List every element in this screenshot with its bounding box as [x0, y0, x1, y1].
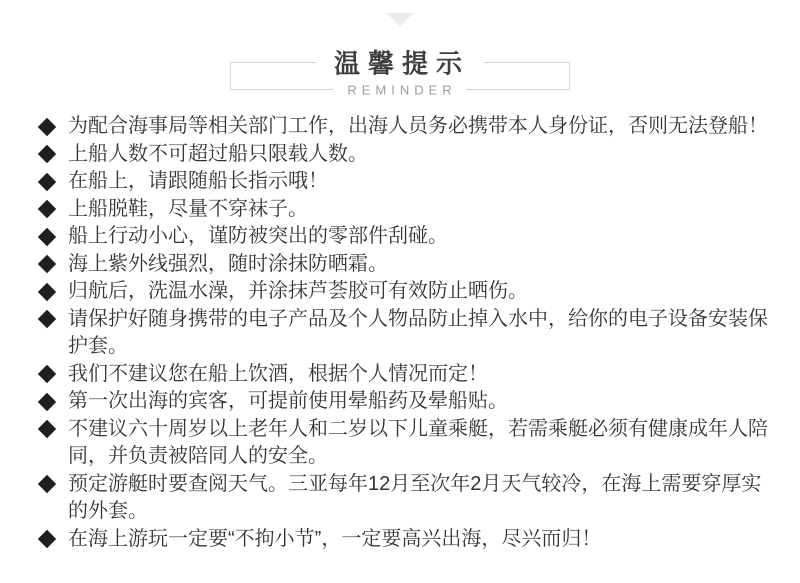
tip-text: 请保护好随身携带的电子产品及个人物品防止掉入水中，给你的电子设备安装保护套。	[68, 307, 768, 357]
tip-text: 上船人数不可超过船只限载人数。	[68, 142, 368, 165]
tip-item	[38, 306, 772, 361]
tip-item	[38, 196, 772, 224]
diamond-bullet-icon	[38, 278, 56, 306]
tip-text: 第一次出海的宾客，可提前使用晕船药及晕船贴。	[68, 390, 508, 412]
diamond-bullet-icon	[38, 526, 56, 554]
tip-item	[38, 361, 772, 389]
tip-text: 预定游艇时要查阅天气。三亚每年12月至次年2月天气较冷，在海上需要穿厚实的外套。	[68, 472, 762, 522]
tip-text: 我们不建议您在船上饮酒，根据个人情况而定！	[68, 362, 488, 385]
tip-text: 为配合海事局等相关部门工作，出海人员务必携带本人身份证，否则无法登船！	[68, 115, 768, 137]
tip-item	[38, 168, 772, 196]
diamond-bullet-icon	[38, 196, 56, 224]
diamond-bullet-icon	[38, 388, 56, 416]
diamond-bullet-icon	[38, 471, 56, 499]
title-decoration-box	[230, 48, 570, 98]
tip-item	[38, 113, 772, 141]
diamond-bullet-icon	[38, 251, 56, 279]
tip-text: 不建议六十周岁以上老年人和二岁以下儿童乘艇，若需乘艇必须有健康成年人陪同，并负责被陪同人的安全。	[68, 417, 768, 467]
tip-item	[38, 251, 772, 279]
diamond-bullet-icon	[38, 141, 56, 169]
tip-item	[38, 141, 772, 169]
diamond-bullet-icon	[38, 113, 56, 141]
tip-text: 归航后，洗温水澡，并涂抹芦荟胶可有效防止晒伤。	[68, 280, 528, 302]
tip-text: 上船脱鞋，尽量不穿袜子。	[68, 197, 308, 220]
tip-text: 在海上游玩一定要“不拘小节”，一定要高兴出海，尽兴而归！	[68, 527, 602, 550]
page-subtitle: REMINDER	[333, 83, 466, 98]
tip-item	[38, 388, 772, 416]
diamond-bullet-icon	[38, 223, 56, 251]
tip-item	[38, 526, 772, 554]
tip-item	[38, 223, 772, 251]
triangle-down-icon	[387, 13, 413, 26]
tip-text: 船上行动小心，谨防被突出的零部件刮碰。	[68, 225, 448, 247]
tip-text: 海上紫外线强烈，随时涂抹防晒霜。	[68, 252, 388, 275]
tip-item	[38, 416, 772, 471]
tip-item	[38, 278, 772, 306]
tip-item	[38, 471, 772, 526]
diamond-bullet-icon	[38, 306, 56, 334]
tips-list	[38, 113, 772, 553]
tip-text: 在船上，请跟随船长指示哦！	[68, 170, 328, 192]
diamond-bullet-icon	[38, 416, 56, 444]
diamond-bullet-icon	[38, 361, 56, 389]
page-title: 温馨提示	[316, 44, 484, 81]
diamond-bullet-icon	[38, 168, 56, 196]
